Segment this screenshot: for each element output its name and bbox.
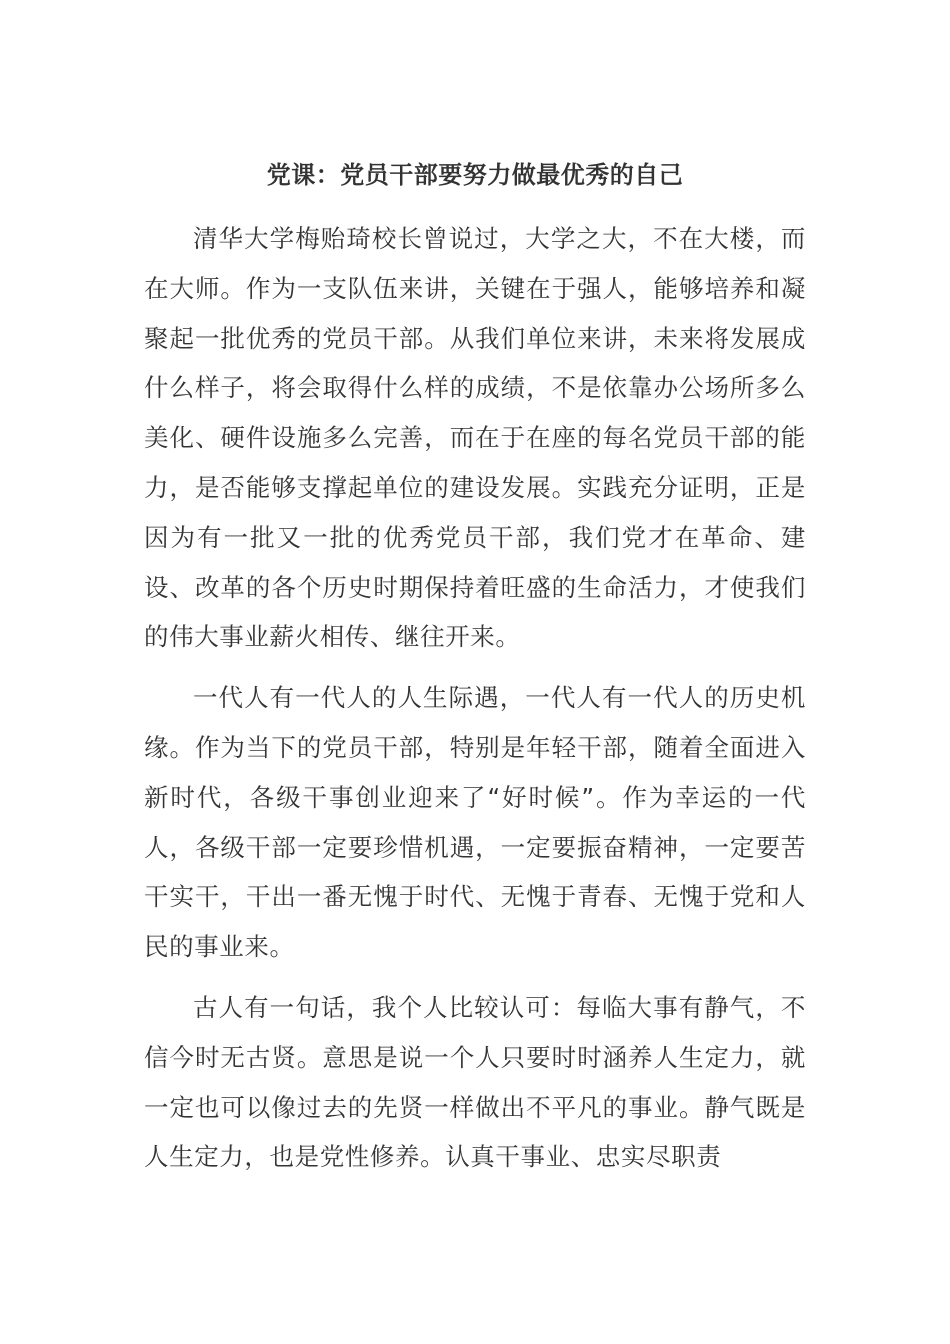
paragraph-3: 古人有一句话，我个人比较认可：每临大事有静气，不信今时无古贤。意思是说一个人只要时时涵养人生定力，就一定也可以像过去的先贤一样做出不平凡的事业。静气既是人生定力，也是党性修养。认真干事业、忠实尽职责: [144, 992, 806, 1172]
document-title: 党课：党员干部要努力做最优秀的自己: [266, 161, 684, 189]
paragraph-2: 一代人有一代人的人生际遇，一代人有一代人的历史机缘。作为当下的党员干部，特别是年轻干部，随着全面进入新时代，各级干事创业迎来了“好时候”。作为幸运的一代人，各级干部一定要珍惜机遇，一定要振奋精神，一定要苦干实干，干出一番无愧于时代、无愧于青春、无愧于党和人民的事业来。: [144, 683, 806, 962]
document-body: [144, 214, 806, 1193]
paragraph-1: 清华大学梅贻琦校长曾说过，大学之大，不在大楼，而在大师。作为一支队伍来讲，关键在于强人，能够培养和凝聚起一批优秀的党员干部。从我们单位来讲，未来将发展成什么样子，将会取得什么样的成绩，不是依靠办公场所多么美化、硬件设施多么完善，而在于在座的每名党员干部的能力，是否能够支撑起单位的建设发展。实践充分证明，正是因为有一批又一批的优秀党员干部，我们党才在革命、建设、改革的各个历史时期保持着旺盛的生命活力，才使我们的伟大事业薪火相传、继往开来。: [144, 224, 806, 652]
